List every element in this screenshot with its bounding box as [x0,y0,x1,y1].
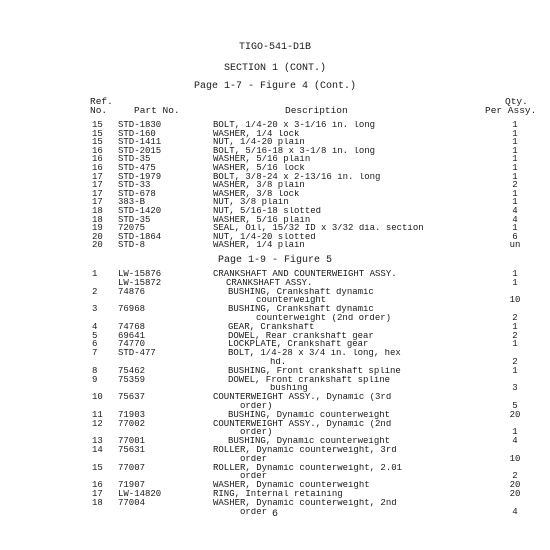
part-no: LW-15872 [118,277,162,288]
description: ROLLER, Dynamic counterweight, 3rd [213,446,397,455]
description: bushing [270,384,308,394]
part-no: STD-477 [118,348,156,359]
ref-no: 16 [92,154,103,165]
qty-per-assy: 3 [512,383,518,394]
qty-per-assy: 4 [512,206,518,216]
ref-no: 8 [92,365,98,376]
description: WASHER, 3/8 plain [213,181,305,191]
qty-per-assy: 10 [509,453,521,464]
table-row [0,270,550,279]
part-no: 74770 [118,339,146,350]
qty-per-assy: 4 [512,506,518,517]
part-no: 77004 [118,497,146,508]
table-row [0,384,550,393]
description: WASHER, 5/16 lock [213,164,305,173]
table-row [0,367,550,376]
part-no: 75462 [118,365,146,376]
ref-no: 19 [92,223,103,234]
description: COUNTERWEIGHT ASSY., Dynamic (2nd [213,419,392,429]
qty-per-assy: 1 [512,120,518,130]
table-row [0,481,550,490]
ref-no: 18 [92,214,103,225]
description: BUSHING, Crankshaft dynamic [228,305,374,315]
table-row [0,472,550,481]
part-no: STD-1420 [118,206,162,216]
ref-no: 9 [92,374,98,385]
ref-no: 15 [92,120,103,130]
description: BUSHING, Front crankshaft spline [228,366,401,376]
qty-per-assy: 20 [509,489,521,499]
qty-per-assy: 1 [512,277,518,288]
qty-per-assy: 20 [509,409,521,420]
ref-no: 4 [92,321,98,332]
table-row [0,393,550,402]
ref-no: 15 [92,128,103,139]
qty-per-assy: 1 [512,137,518,148]
description: order [240,454,268,464]
ref-no: 5 [92,330,98,341]
part-no: STD-678 [118,188,156,199]
qty-per-assy: un [509,240,521,251]
description: BUSHING, Dynamic counterweight [228,437,391,447]
section-title: SECTION 1 (CONT.) [223,63,327,74]
ref-no: 16 [92,145,103,156]
ref-no: 17 [92,197,103,208]
description: ROLLER, Dynamic counterweight, 2.01 [213,463,403,473]
description: SEAL, Oil, 15/32 ID x 3/32 dia. section [213,224,424,234]
ref-no: 11 [92,409,103,420]
table-row [0,446,550,455]
qty-per-assy: 2 [512,313,518,323]
qty-per-assy: 2 [512,330,518,341]
qty-per-assy: 1 [512,321,518,332]
description: DOWEL, Front crankshaft spline [228,375,391,385]
table-row [0,428,550,437]
ref-no: 2 [92,286,98,297]
qty-per-assy: 4 [512,214,518,225]
part-no: STD-35 [118,214,151,225]
part-no: STD-33 [118,180,151,191]
figure-heading-2: Page 1-9 - Figure 5 [217,255,333,266]
qty-per-assy: 2 [512,180,518,191]
description: counterweight [256,296,327,306]
header-description: Description [285,105,348,116]
ref-no: 6 [92,339,98,350]
description: BOLT, 3/8-24 x 2-13/16 in. long [213,172,381,182]
header-ref-line2: No. [90,105,108,116]
description: WASHER, Dynamic counterweight, 2nd [213,498,397,508]
page-number: 6 [271,509,278,520]
description: WASHER, 1/4 plain [213,241,305,251]
ref-no: 16 [92,480,103,491]
description: WASHER, Dynamic counterweight [213,481,370,491]
qty-per-assy: 2 [512,471,518,482]
qty-per-assy: 1 [512,171,518,182]
qty-per-assy: 1 [512,339,518,350]
table-row [0,314,550,323]
part-no: 74876 [118,286,146,297]
description: DOWEL, Rear crankshaft gear [228,331,374,341]
part-no: 75631 [118,445,146,455]
table-row [0,349,550,358]
description: NUT, 1/4-20 slotted [213,232,316,242]
part-no: LW-14820 [118,489,162,499]
document-number: TIGO-541-D1B [238,42,311,53]
table-row [0,332,550,341]
ref-no: 18 [92,497,103,508]
table-row [0,305,550,314]
figure-heading-1: Page 1-7 - Figure 4 (Cont.) [193,81,357,92]
description: NUT, 5/16-18 slotted [213,207,322,216]
description: WASHER, 5/16 plain [213,155,311,165]
part-no: 75359 [118,374,146,385]
part-no: 77002 [118,418,146,429]
description: GEAR, Crankshaft [228,322,315,332]
part-no: STD-1979 [118,171,162,182]
qty-per-assy: 20 [509,480,521,491]
qty-per-assy: 1 [512,128,518,139]
table-row [0,376,550,385]
table-row [0,411,550,420]
description: LOCKPLATE, Crankshaft gear [228,340,369,350]
qty-per-assy: 1 [512,365,518,376]
ref-no: 17 [92,489,103,499]
part-no: STD-160 [118,128,156,139]
table-row [0,340,550,349]
description: order) [240,402,273,411]
description: counterweight (2nd order) [256,314,392,323]
description: NUT, 3/8 plain [213,198,289,208]
qty-per-assy: 1 [512,163,518,173]
part-no: 75637 [118,392,146,403]
ref-no: 12 [92,418,103,429]
description: BOLT, 5/16-18 x 3-1/8 in. long [213,146,376,156]
part-no: 77007 [118,462,146,473]
qty-per-assy: 1 [512,197,518,208]
header-qty-line1: Qty. [505,96,528,107]
ref-no: 15 [92,137,103,148]
header-qty-line2: Per Assy. [485,105,537,116]
table-row [0,241,550,250]
ref-no: 1 [92,269,98,279]
description: BUSHING, Dynamic counterweight [228,410,391,420]
description: WASHER, 3/8 lock [213,189,300,199]
description: BOLT, 1/4-28 x 3/4 in. long, hex [228,349,401,359]
table-row [0,288,550,297]
qty-per-assy: 1 [512,188,518,199]
part-no: 72075 [118,223,146,234]
description: hd. [270,358,287,367]
description: order [240,507,268,517]
ref-no: 14 [92,445,103,455]
part-no: STD-1830 [118,120,162,130]
part-no: 383-B [118,197,146,208]
ref-no: 3 [92,304,98,315]
description: COUNTERWEIGHT ASSY., Dynamic (3rd [213,393,392,403]
table-row [0,296,550,305]
part-no: 74768 [118,321,146,332]
qty-per-assy: 1 [512,223,518,234]
qty-per-assy: 6 [512,231,518,242]
ref-no: 7 [92,348,98,359]
table-row [0,402,550,411]
part-no: 71903 [118,409,146,420]
table-row [0,323,550,332]
header-ref-line1: Ref. [90,96,113,107]
table-row [0,279,550,288]
description: WASHER, 1/4 lock [213,129,300,139]
description: BOLT, 1/4-20 x 3-1/16 in. long [213,121,376,130]
qty-per-assy: 1 [512,427,518,438]
ref-no: 20 [92,240,103,251]
part-no: STD-1864 [118,231,162,242]
ref-no: 15 [92,462,103,473]
description: BUSHING, Crankshaft dynamic [228,287,374,297]
ref-no: 18 [92,206,103,216]
part-no: 77001 [118,436,146,447]
description: order [240,472,268,482]
table-row [0,455,550,464]
description: CRANKSHAFT AND COUNTERWEIGHT ASSY. [213,270,397,279]
part-no: LW-15876 [118,269,162,279]
description: NUT, 1/4-20 plain [213,138,305,148]
ref-no: 10 [92,392,103,403]
qty-per-assy: 4 [512,436,518,447]
qty-per-assy: 1 [512,269,518,279]
qty-per-assy: 10 [509,295,521,306]
part-no: 76968 [118,304,146,315]
qty-per-assy: 1 [512,145,518,156]
table-row [0,358,550,367]
table-row [0,464,550,473]
description: CRANKSHAFT ASSY. [226,278,313,288]
ref-no: 13 [92,436,103,447]
part-no: STD-8 [118,240,146,251]
part-no: STD-475 [118,163,156,173]
table-row [0,499,550,508]
part-no: STD-1411 [118,137,162,148]
part-no: 71907 [118,480,146,491]
ref-no: 17 [92,171,103,182]
ref-no: 17 [92,188,103,199]
description: RING, Internal retaining [213,490,343,499]
ref-no: 20 [92,231,103,242]
table-row [0,420,550,429]
qty-per-assy: 1 [512,154,518,165]
description: WASHER, 5/16 plain [213,215,311,225]
part-no: STD-35 [118,154,151,165]
header-part-no: Part No. [134,105,180,116]
table-row [0,490,550,499]
part-no: STD-2015 [118,145,162,156]
ref-no: 17 [92,180,103,191]
description: order) [240,428,273,438]
part-no: 69641 [118,330,146,341]
table-row [0,437,550,446]
ref-no: 16 [92,163,103,173]
qty-per-assy: 5 [512,401,518,411]
qty-per-assy: 2 [512,357,518,367]
